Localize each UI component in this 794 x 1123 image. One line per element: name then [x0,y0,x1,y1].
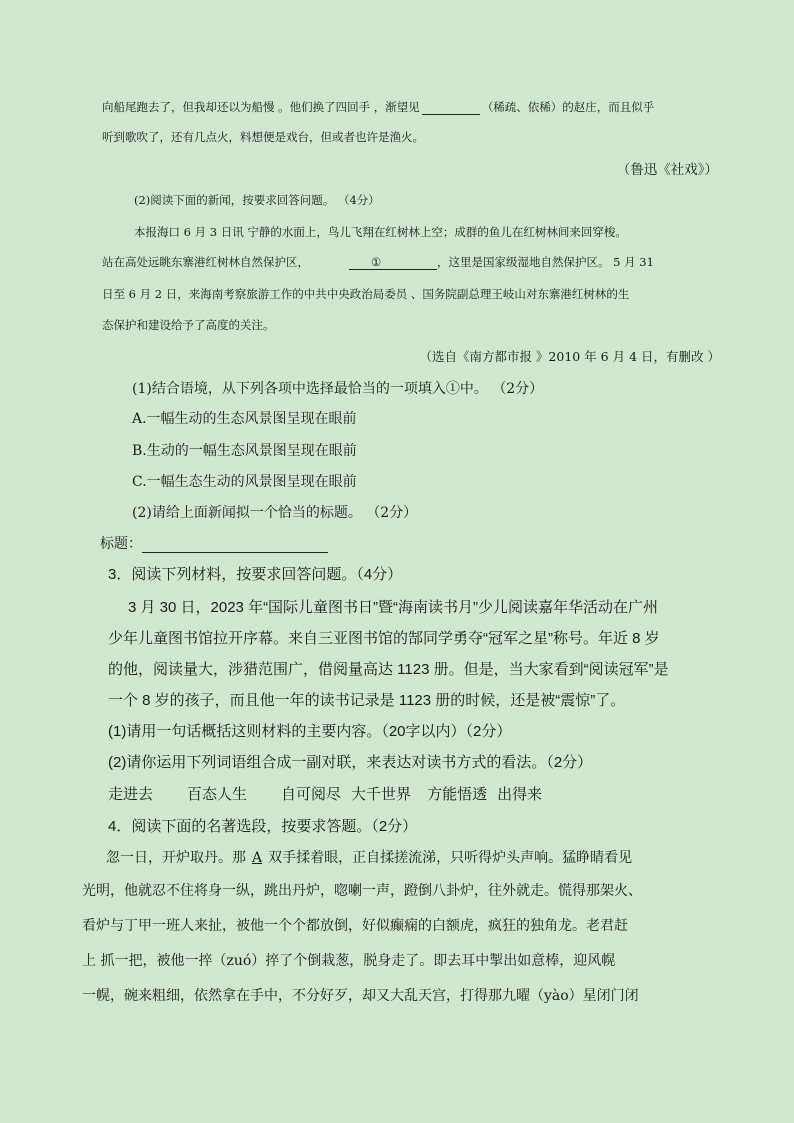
q4-line-4: 上 抓一把，被他一捽（zuó）捽了个倒栽葱，脱身走了。即去耳中掣出如意棒，迎风幌 [82,953,616,969]
q2-2-prompt: (2)阅读下面的新闻，按要求回答问题。 （4分） [134,193,380,207]
news-line-1: 本报海口 6 月 3 日讯 宁静的水面上，鸟儿飞翔在红树林上空；成群的鱼儿在红树林间来回穿梭。 [134,225,627,239]
news-line-2a: 站在高处远眺东寨港红树林自然保护区， [102,255,309,269]
q3-word-list [108,783,542,804]
q4-line-1a: 忽一日，开炉取丹。那 [106,850,246,866]
passage-line-1b: （稀疏、依稀）的赵庄，而且似乎 [481,100,655,114]
passage-source: （鲁迅《社戏》） [616,162,718,178]
option-b[interactable]: B.生动的一幅生态风景图呈现在眼前 [132,443,357,459]
q4-blank-a[interactable]: A [252,850,263,866]
option-c[interactable]: C.一幅生态生动的风景图呈现在眼前 [132,474,357,490]
word-6: 出得来 [497,786,543,803]
title-answer-blank[interactable] [142,538,328,553]
q3-sub2: (2)请你运用下列词语组合成一副对联，来表达对读书方式的看法。（2分） [108,754,593,771]
word-5: 方能悟透 [427,786,488,803]
passage-line-1 [102,99,654,115]
q4-line-1 [106,847,632,867]
word-3: 自可阅尽 [281,786,342,803]
word-2: 百态人生 [187,786,248,803]
blank-marker-1: ① [371,255,382,269]
news-line-3: 日至 6 月 2 日，来海南考察旅游工作的中共中央政治局委员 、国务院副总理王岐山对东寨港红树林的生 [102,287,630,301]
news-blank-1[interactable] [349,255,437,270]
word-1: 走进去 [108,786,154,803]
news-line-2b: ，这里是国家级湿地自然保护区。 5 月 31 [437,255,654,269]
q4-heading: 4．阅读下面的名著选段，按要求答题。（2分） [108,818,418,835]
q4-line-1b: 双手揉着眼，正自揉搓流涕，只听得炉头声响。猛睁睛看见 [268,850,633,866]
q3-sub1: (1)请用一句话概括这则材料的主要内容。（20字以内）（2分） [108,723,512,740]
title-line [100,533,328,553]
news-source: （选自《南方都市报 》2010 年 6 月 4 日，有删改 ） [419,349,720,364]
q2-2-sub1: (1)结合语境，从下列各项中选择最恰当的一项填入①中。 （2分） [132,381,544,397]
q2-2-sub2: (2)请给上面新闻拟一个恰当的标题。 （2分） [132,505,418,521]
news-line-4: 态保护和建设给予了高度的关注。 [102,318,275,332]
q3-heading: 3．阅读下列材料，按要求回答问题。（4分） [108,566,403,583]
passage-line-1a: 向船尾跑去了，但我却还以为船慢 。他们换了四回手 ，渐望见 [102,100,420,114]
q3-line-1: 3 月 30 日，2023 年“国际儿童图书日”暨“海南读书月”少儿阅读嘉年华活动在广州 [128,599,659,616]
q4-line-5: 一幌，碗来粗细，依然拿在手中，不分好歹，却又大乱天宫，打得那九曜（yào）星闭门闭 [82,988,639,1004]
option-a[interactable]: A.一幅生动的生态风景图呈现在眼前 [132,411,357,427]
answer-blank[interactable] [422,114,480,115]
word-4: 大千世界 [351,786,412,803]
passage-line-2: 听到歌吹了，还有几点火，料想便是戏台，但或者也许是渔火。 [102,130,424,144]
q3-line-3: 的他，阅读量大，涉猎范围广，借阅量高达 1123 册。但是，当大家看到“阅读冠军”是 [108,661,669,678]
q3-line-2: 少年儿童图书馆拉开序幕。来自三亚图书馆的郜同学勇夺“冠军之星”称号。年近 8 岁 [108,630,660,647]
q4-line-3: 看炉与丁甲一班人来扯，被他一个个都放倒，好似癫痫的白额虎，疯狂的独角龙。老君赶 [82,918,628,934]
q3-line-4: 一个 8 岁的孩子，而且他一年的读书记录是 1123 册的时候，还是被“震惊”了。 [108,692,626,709]
q4-line-2: 光明，他就忍不住将身一纵，跳出丹炉，唿喇一声，蹬倒八卦炉，往外就走。慌得那架火、 [82,883,642,899]
news-line-2 [102,254,654,270]
title-label: 标题： [100,536,142,552]
